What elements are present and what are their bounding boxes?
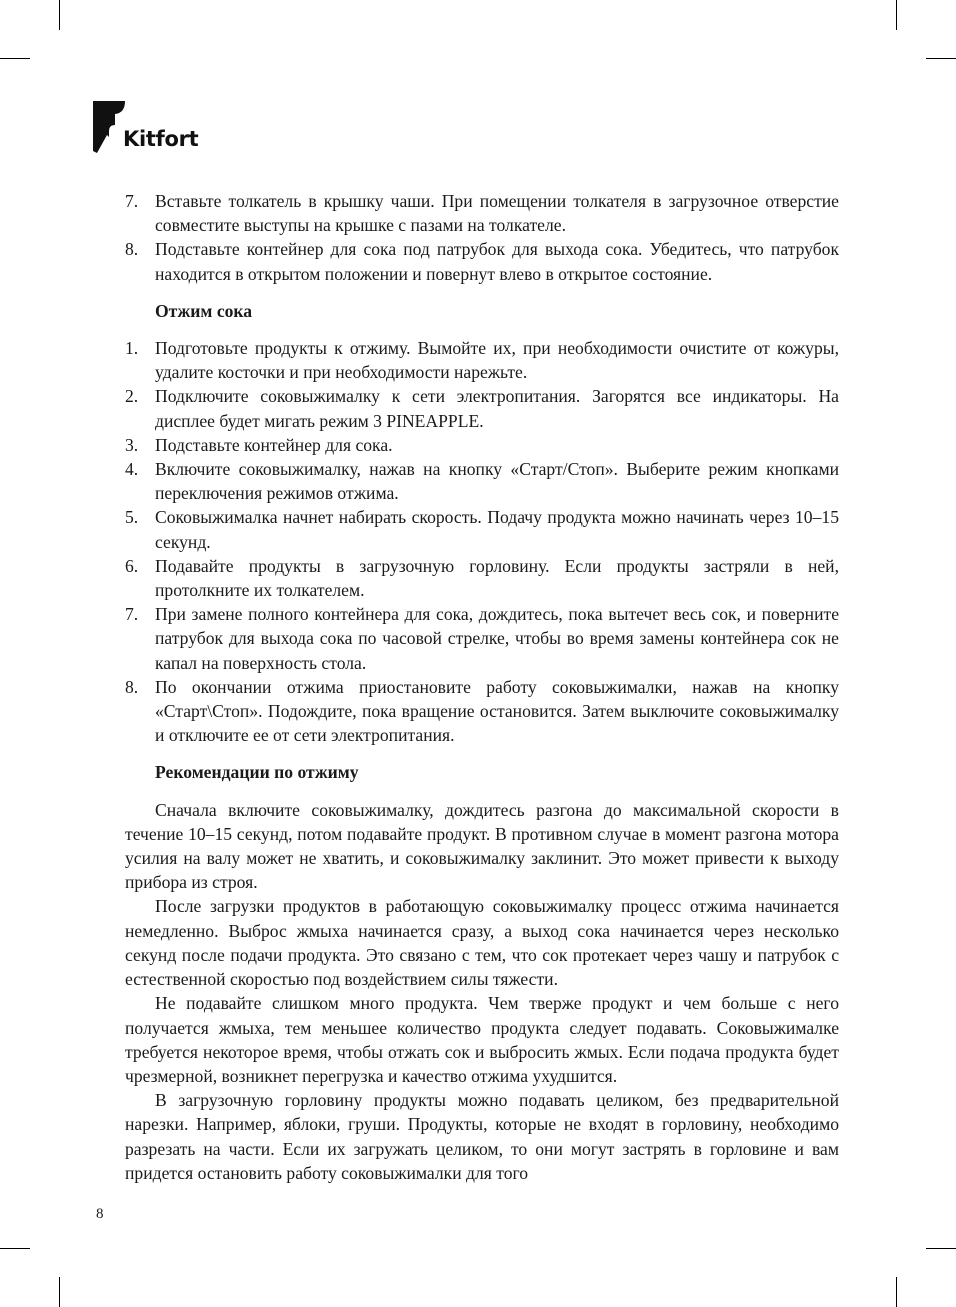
- section-heading-recommendations: Рекомендации по отжиму: [155, 762, 359, 783]
- list-item-text: Подставьте контейнер для сока.: [155, 434, 393, 455]
- list-item-number: 5.: [125, 507, 139, 528]
- list-item-number: 3.: [125, 434, 139, 455]
- list-item-text: Подавайте продукты в загрузочную горловину. Если продукты застряли в ней, протолкните их толкателем.: [155, 555, 839, 601]
- list-item-number: 7.: [125, 604, 139, 625]
- list-item-number: 7.: [125, 191, 139, 211]
- page-content: [125, 189, 839, 1185]
- list-item: [125, 602, 839, 675]
- list-item-text: По окончании отжима приостановите работу соковыжималки, нажав на кнопку «Старт\Стоп». Подождите, пока вращение остановится. Затем выключите соковыжималку и отключите ее от сети электропитания.: [155, 676, 839, 746]
- list-item-text: Подставьте контейнер для сока под патрубок для выхода сока. Убедитесь, что патрубок находится в открытом положении и повернут влево в открытое состояние.: [155, 239, 839, 284]
- section-heading-juicing: Отжим сока: [155, 300, 253, 321]
- list-item: [125, 457, 839, 505]
- list-item-number: 8.: [125, 239, 139, 260]
- list-item-text: Включите соковыжималку, нажав на кнопку «Старт/Стоп». Выберите режим кнопками переключения режимов отжима.: [155, 459, 839, 504]
- list-item: [125, 554, 839, 602]
- page-number: 8: [96, 1206, 104, 1222]
- steps-list-continued: [125, 189, 839, 286]
- crop-mark-bottom-left-h: [0, 1248, 30, 1249]
- list-item-number: 4.: [125, 459, 139, 480]
- list-item: [125, 505, 839, 553]
- paragraph: Не подавайте слишком много продукта. Чем тверже продукт и чем больше с него получается жмыха, тем меньшее количество продукта следует подавать. Соковыжималке требуется некоторое время, чтобы отжать сок и выбросить жмых. Если подача продукта будет чрезмерной, возникнет перегрузка и качество отжима ухудшится.: [125, 993, 839, 1086]
- list-item-text: Соковыжималка начнет набирать скорость. Подачу продукта можно начинать через 10–15 секунд.: [155, 507, 839, 552]
- juicing-steps-list: [125, 336, 839, 747]
- list-item-number: 1.: [125, 338, 139, 359]
- list-item: [125, 384, 839, 432]
- list-item: [125, 237, 839, 285]
- brand-name: Kitfort: [123, 127, 199, 151]
- list-item: [125, 675, 839, 748]
- paragraph: После загрузки продуктов в работающую соковыжималку процесс отжима начинается немедленно. Выброс жмыха начинается сразу, а выход сока начинается через несколько секунд после подачи продукта. Это связано с тем, что сок протекает через чашу и патрубок с естественной скоростью под воздействием силы тяжести.: [125, 896, 839, 990]
- list-item: [125, 189, 839, 237]
- list-item-text: При замене полного контейнера для сока, дождитесь, пока вытечет весь сок, и поверните патрубок для выхода сока по часовой стрелке, чтобы во время замены контейнера сок не капал на поверхность стола.: [155, 604, 839, 673]
- list-item-number: 6.: [125, 555, 139, 576]
- crop-mark-top-right-v: [896, 0, 897, 30]
- paragraph: В загрузочную горловину продукты можно подавать целиком, без предварительной нарезки. Например, яблоки, груши. Продукты, которые не входят в горловину, необходимо разрезать на части. Если их загружать целиком, то они могут застрять в горловине и вам придется остановить работу соковыжималки для того: [125, 1090, 839, 1183]
- list-item-text: Вставьте толкатель в крышку чаши. При помещении толкателя в загрузочное отверстие совместите выступы на крышке с пазами на толкателе.: [155, 191, 839, 236]
- list-item-text: Подготовьте продукты к отжиму. Вымойте их, при необходимости очистите от кожуры, удалите косточки и при необходимости нарежьте.: [155, 338, 839, 383]
- crop-mark-top-right-h: [926, 58, 956, 59]
- crop-mark-bottom-right-v: [896, 1277, 897, 1307]
- list-item-number: 2.: [125, 386, 139, 407]
- crop-mark-bottom-right-h: [926, 1248, 956, 1249]
- crop-mark-bottom-left-v: [59, 1277, 60, 1307]
- paragraph: Сначала включите соковыжималку, дождитесь разгона до максимальной скорости в течение 10–15 секунд, потом подавайте продукт. В противном случае в момент разгона мотора усилия на валу может не хватить, и соковыжималку заклинит. Это может привести к выходу прибора из строя.: [125, 799, 839, 893]
- crop-mark-top-left-h: [0, 58, 30, 59]
- list-item: [125, 433, 839, 457]
- list-item: [125, 336, 839, 384]
- brand-logo: [93, 101, 213, 153]
- list-item-number: 8.: [125, 676, 139, 697]
- list-item-text: Подключите соковыжималку к сети электропитания. Загорятся все индикаторы. На дисплее будет мигать режим 3 PINEAPPLE.: [155, 386, 839, 431]
- crop-mark-top-left-v: [59, 0, 60, 30]
